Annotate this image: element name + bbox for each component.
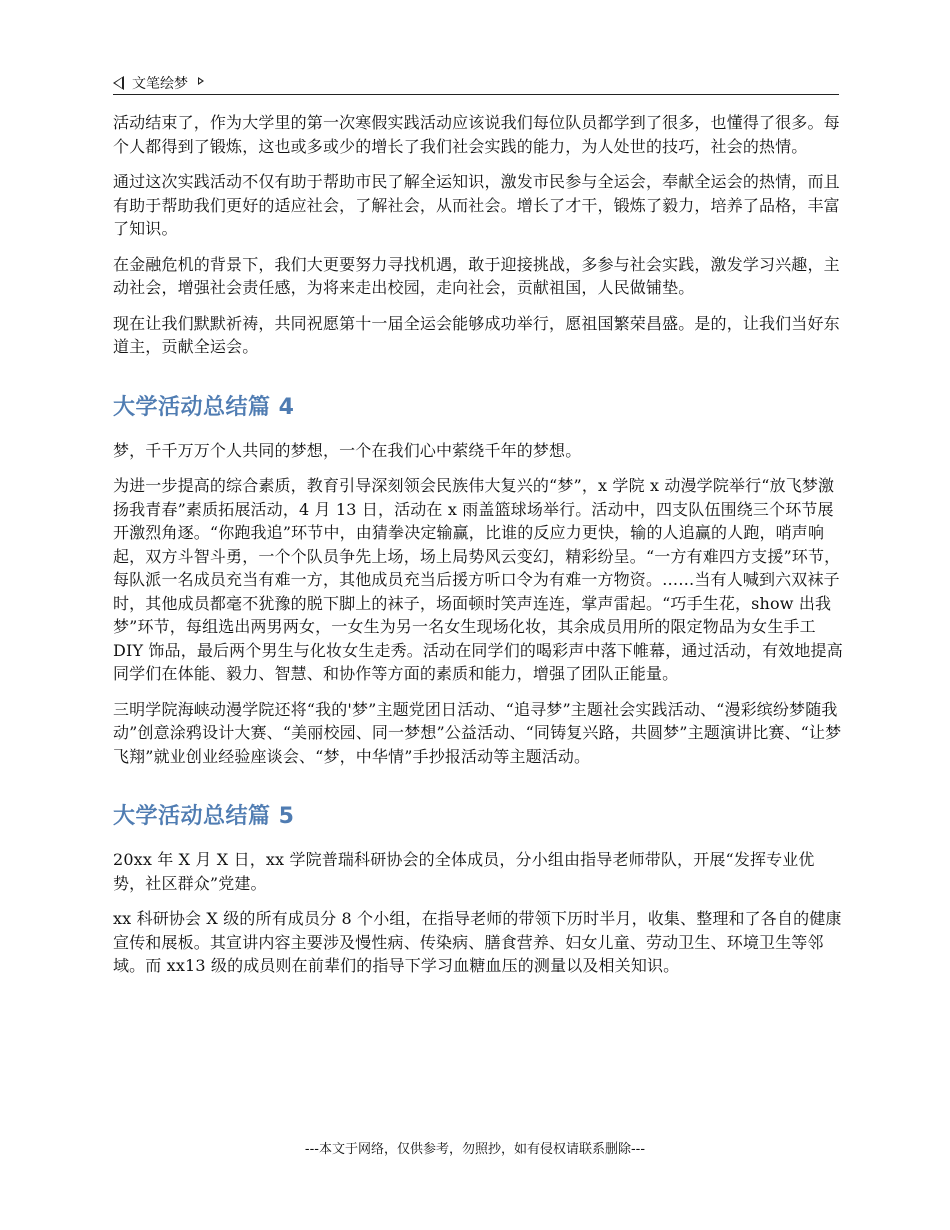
triangle-right-icon [198, 77, 204, 85]
paragraph: 现在让我们默默祈祷，共同祝愿第十一届全运会能够成功举行，愿祖国繁荣昌盛。是的，让我们当好东道主，贡献全运会。 [113, 313, 840, 356]
page-header [113, 72, 839, 95]
paragraph: 三明学院海峡动漫学院还将“我的'梦”主题党团日活动、“追寻梦”主题社会实践活动、“漫彩缤纷梦随我动”创意涂鸦设计大赛、“美丽校园、同一梦想”公益活动、“同铸复兴路，共圆梦”主题演讲比赛、“让梦飞翔”就业创业经验座谈会、“梦，中华情”手抄报活动等主题活动。 [113, 699, 842, 766]
section-heading: 大学活动总结篇 4 [113, 394, 295, 420]
triangle-left-icon [113, 76, 124, 90]
page-footer: ---本文于网络，仅供参考，勿照抄，如有侵权请联系删除--- [304, 1142, 646, 1157]
paragraph: xx 科研协会 X 级的所有成员分 8 个小组，在指导老师的带领下历时半月，收集、整理和了各自的健康宣传和展板。其宣讲内容主要涉及慢性病、传染病、膳食营养、妇女儿童、劳动卫生、环境卫生等邻域。而 xx13 级的成员则在前辈们的指导下学习血糖血压的测量以及相关知识。 [113, 909, 842, 975]
paragraph: 20xx 年 X 月 X 日，xx 学院普瑞科研协会的全体成员，分小组由指导老师带队，开展“发挥专业优势，社区群众”党建。 [113, 850, 815, 893]
paragraph: 梦，千千万万个人共同的梦想，一个在我们心中萦绕千年的梦想。 [113, 440, 582, 460]
paragraph: 通过这次实践活动不仅有助于帮助市民了解全运知识，激发市民参与全运会，奉献全运会的热情，而且有助于帮助我们更好的适应社会，了解社会，从而社会。增长了才干，锻炼了毅力，培养了品格，丰富了知识。 [113, 172, 840, 238]
section-heading: 大学活动总结篇 5 [113, 804, 295, 829]
paragraph: 活动结束了，作为大学里的第一次寒假实践活动应该说我们每位队员都学到了很多，也懂得了很多。每个人都得到了锻炼，这也或多或少的增长了我们社会实践的能力，为人处世的技巧，社会的热情。 [113, 113, 840, 156]
document-body [113, 111, 843, 990]
paragraph: 在金融危机的背景下，我们大更要努力寻找机遇，敢于迎接挑战，多参与社会实践，激发学习兴趣，主动社会，增强社会责任感，为将来走出校园，走向社会，贡献祖国，人民做铺垫。 [113, 254, 840, 297]
paragraph: 为进一步提高的综合素质，教育引导深刻领会民族伟大复兴的“梦”，x 学院 x 动漫学院举行“放飞梦激扬我青春”素质拓展活动，4 月 13 日，活动在 x 雨盖篮球场举行。活动中，四支队伍围绕三个环节展开激烈角逐。“你跑我追”环节中，由猜拳决定输赢，比谁的反应力更快，输的人追赢的人跑，哨声响起，双方斗智斗勇，一个个队员争先上场，场上局势风云变幻，精彩纷呈。“一方有难四方支援”环节，每队派一名成员充当有难一方，其他成员充当后援方听口令为有难一方物资。……当有人喊到六双袜子时，其他成员都毫不犹豫的脱下脚上的袜子，场面顿时笑声连连，掌声雷起。“巧手生花，show 出我梦”环节，每组选出两男两女，一女生为另一名女生现场化妆，其余成员用所的限定物品为女生手工 DIY 饰品，最后两个男生与化妆女生走秀。活动在同学们的喝彩声中落下帷幕，通过活动，有效地提高同学们在体能、毅力、智慧、和协作等方面的素质和能力，增强了团队正能量。 [113, 476, 843, 683]
header-title: 文笔绘梦 [132, 76, 188, 92]
